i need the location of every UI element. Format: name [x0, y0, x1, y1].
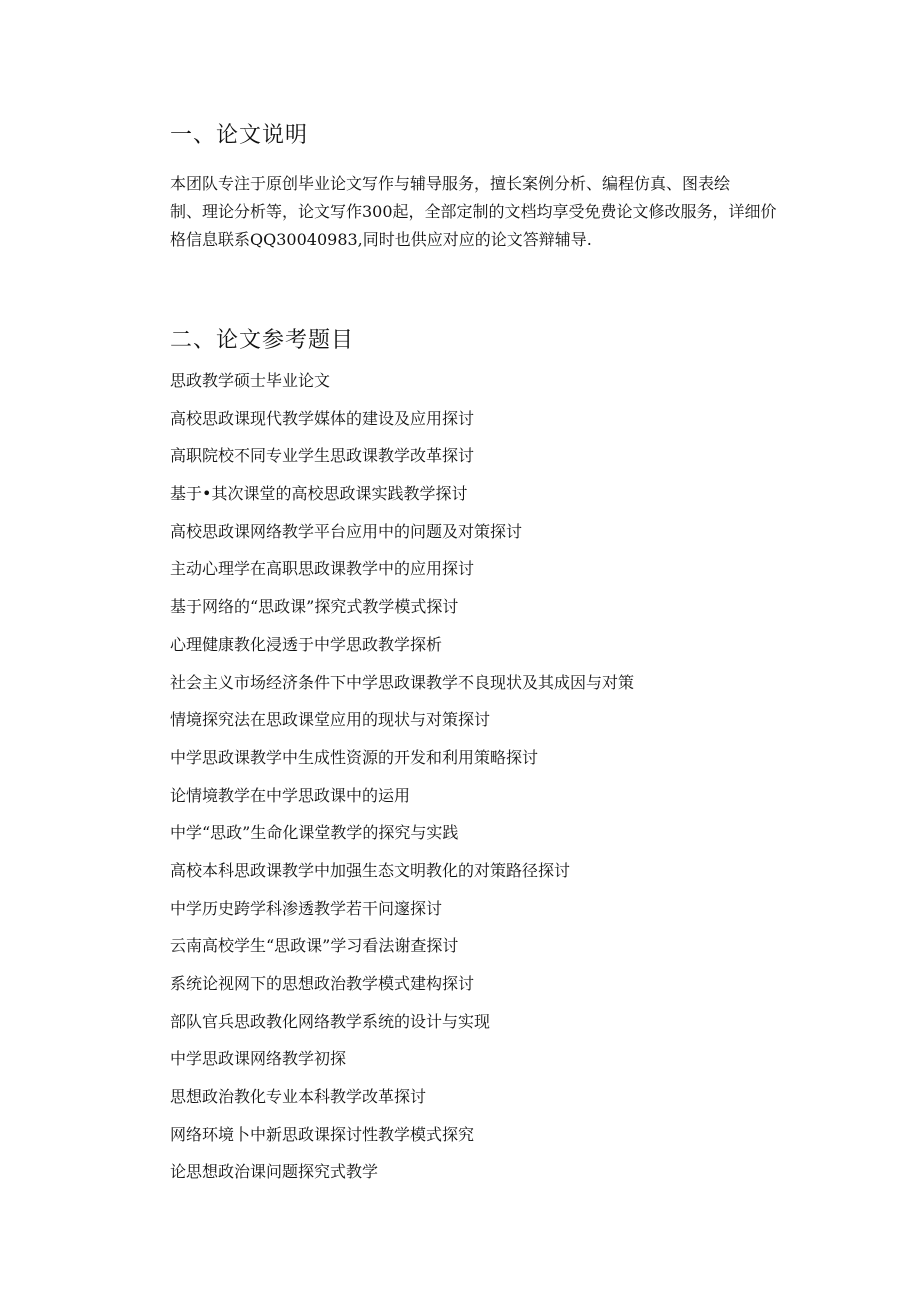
topic-item: 高校思政课现代教学媒体的建设及应用探讨	[170, 408, 475, 428]
topic-item: 云南高校学生“思政课”学习看法谢查探讨	[170, 936, 459, 956]
section-heading-topics: 二、论文参考题目	[170, 328, 355, 353]
topic-item: 中学思政课教学中生成性资源的开发和利用策略探讨	[170, 747, 539, 767]
topic-item: 论情境教学在中学思政课中的运用	[170, 785, 411, 805]
topic-item: 心理健康教化浸透于中学思政教学探析	[170, 634, 443, 654]
topic-item: 网络环境卜中新思政课探讨性教学模式探究	[170, 1124, 475, 1144]
topic-item: 高校本科思政课教学中加强生态文明教化的对策路径探讨	[170, 860, 571, 880]
topic-item: 中学历史跨学科渗透教学若干问邃探讨	[170, 898, 443, 918]
topic-item: 主动心理学在高职思政课教学中的应用探讨	[170, 559, 475, 579]
topic-item: 思想政治教化专业本科教学改革探讨	[170, 1087, 427, 1107]
topic-item: 中学“思政”生命化课堂教学的探究与实践	[170, 823, 459, 843]
topic-item: 系统论视网下的思想政治教学模式建构探讨	[170, 974, 475, 993]
topic-item: 论思想政治课问题探究式教学	[170, 1162, 379, 1182]
topic-list	[170, 368, 634, 1197]
description-line: 格信息联系QQ30040983,同时也供应对应的论文答辩辅导.	[170, 230, 592, 249]
topic-item: 基于•其次课堂的高校思政课实践教学探讨	[170, 484, 468, 504]
topic-item: 部队官兵思政教化网络教学系统的设计与实现	[170, 1011, 491, 1031]
topic-item: 基于网络的“思政课”探究式教学模式探讨	[170, 597, 459, 617]
topic-item: 社会主义市场经济条件下中学思政课教学不良现状及其成因与对策	[170, 672, 635, 692]
topic-item: 情境探究法在思政课堂应用的现状与对策探讨	[170, 710, 491, 730]
description-line: 本团队专注于原创毕业论文写作与辅导服务，擅长案例分析、编程仿真、图表绘	[170, 174, 731, 193]
description-line: 制、理论分析等，论文写作300起，全部定制的文档均享受免费论文修改服务，详细价	[170, 202, 777, 221]
topic-item: 思政教学硕士毕业论文	[170, 371, 331, 390]
section-heading-description: 一、论文说明	[170, 123, 309, 148]
description-paragraph	[170, 170, 810, 254]
topic-item: 高校思政课网络教学平台应用中的问题及对策探讨	[170, 521, 523, 541]
topic-item: 高职院校不同专业学生思政课教学改革探讨	[170, 446, 475, 466]
topic-item: 中学思政课网络教学初探	[170, 1049, 347, 1069]
